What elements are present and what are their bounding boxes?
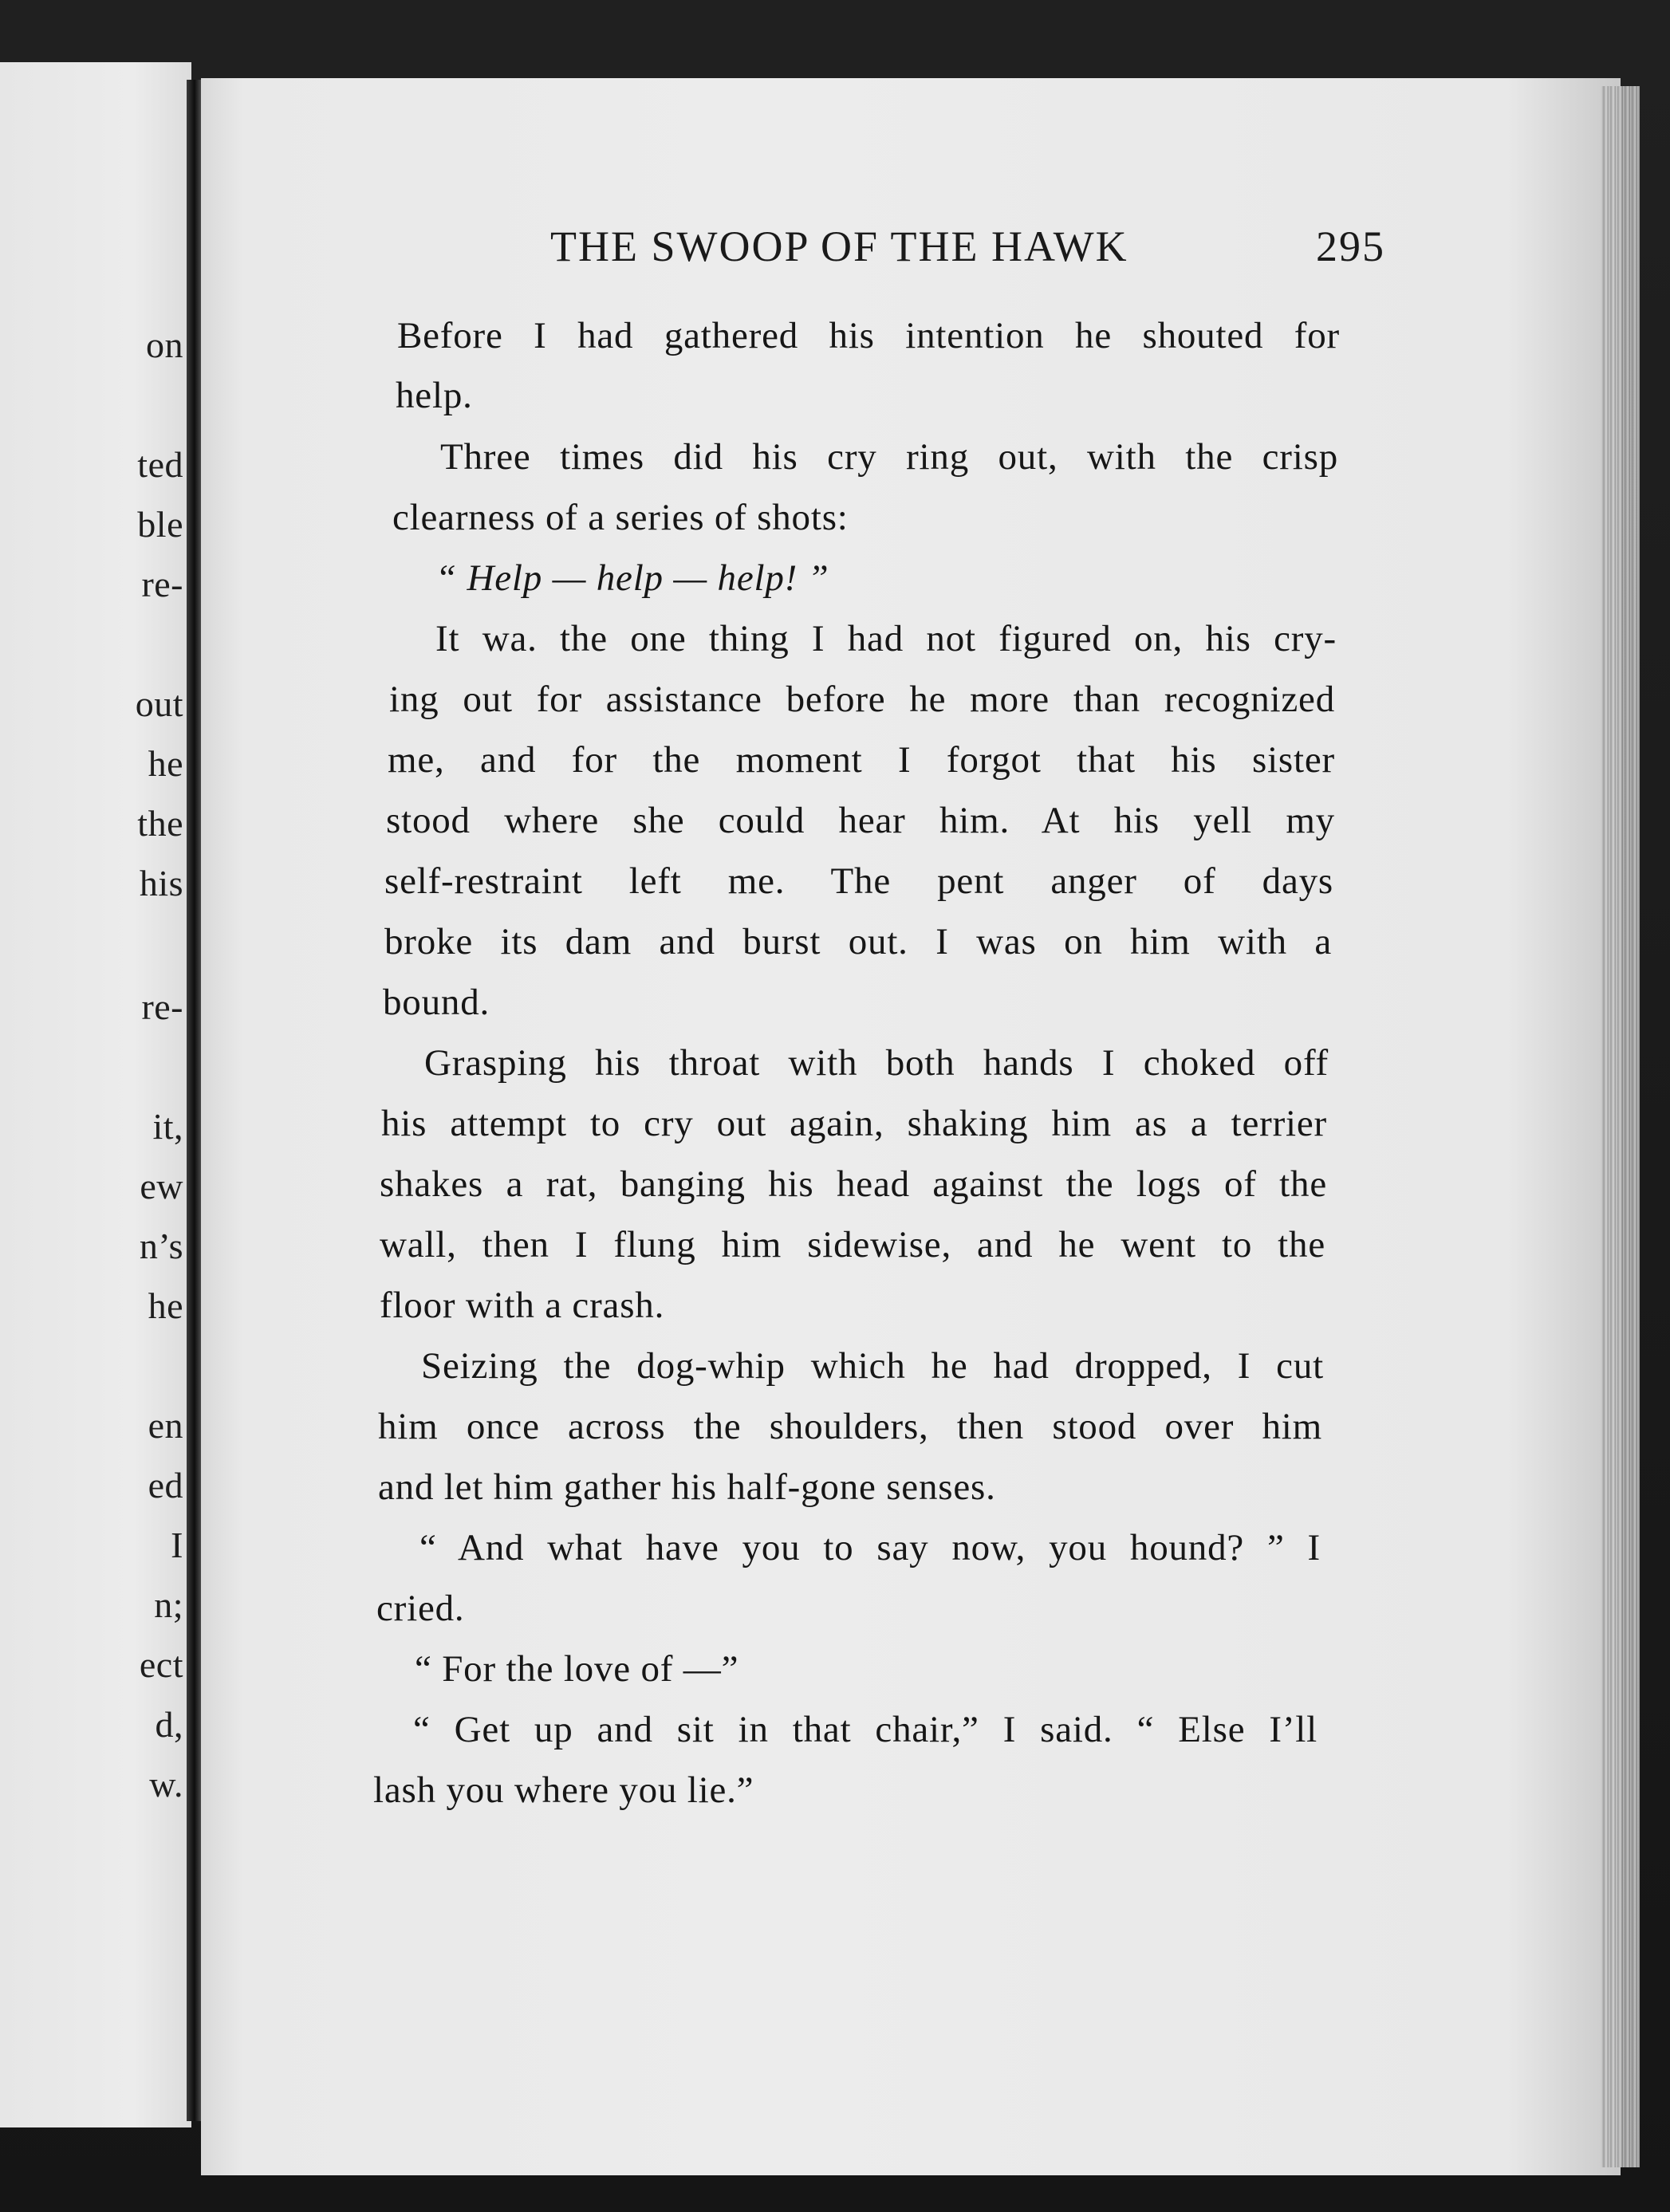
left-page-fragment: n; (154, 1584, 183, 1625)
text-line: “ Get up and sit in that chair,” I said. “ Else I’ll (413, 1709, 1317, 1750)
left-page-fragment: w. (149, 1764, 183, 1805)
left-facing-page (0, 62, 191, 2127)
text-line: Grasping his throat with both hands I choked off (424, 1042, 1329, 1084)
left-page-fragment: ed (148, 1465, 183, 1505)
text-line: It wa. the one thing I had not figured on, his cry- (435, 618, 1337, 659)
text-line: Before I had gathered his intention he shouted for (397, 315, 1340, 356)
text-line: floor with a crash. (380, 1285, 665, 1326)
text-line: me, and for the moment I forgot that his sister (388, 739, 1335, 781)
text-line: bound. (383, 982, 490, 1023)
text-line: “ And what have you to say now, you hound? ” I (419, 1527, 1321, 1568)
text-line: his attempt to cry out again, shaking him as a terrier (381, 1103, 1327, 1144)
text-line: stood where she could hear him. At his yell my (386, 800, 1335, 841)
book-gutter (187, 80, 201, 2121)
text-line: him once across the shoulders, then stood over him (378, 1406, 1322, 1447)
text-line: cried. (376, 1588, 465, 1629)
text-line: wall, then I flung him sidewise, and he went to the (380, 1224, 1325, 1265)
left-page-fragment: out (135, 683, 183, 724)
text-line: lash you where you lie.” (373, 1769, 754, 1811)
left-page-fragment: ble (137, 504, 183, 545)
left-page-fragment: I (171, 1525, 183, 1565)
running-head (550, 222, 1385, 277)
text-line: Three times did his cry ring out, with the crisp (440, 436, 1338, 478)
left-page-fragment: en (148, 1405, 183, 1446)
left-page-fragment: re- (141, 986, 183, 1027)
left-page-fragment: ew (140, 1166, 183, 1206)
left-page-fragment: he (148, 1285, 183, 1326)
left-page-fragment: on (146, 325, 183, 365)
text-line: Seizing the dog-whip which he had dropped, I cut (421, 1345, 1324, 1387)
text-line: self-restraint left me. The pent anger of days (384, 860, 1333, 902)
text-line: ing out for assistance before he more than recognized (389, 679, 1335, 720)
text-line: “ Help — help — help! ” (435, 557, 829, 599)
text-line: broke its dam and burst out. I was on him with a (384, 921, 1332, 962)
left-page-fragment: the (137, 803, 183, 844)
left-page-fragment: his (139, 863, 183, 903)
left-page-fragment: n’s (139, 1226, 183, 1266)
left-page-fragment: it, (152, 1106, 183, 1147)
text-line: “ For the love of —” (415, 1648, 739, 1690)
left-page-fragment: re- (141, 564, 183, 604)
left-page-fragment: ect (139, 1644, 183, 1685)
text-line: and let him gather his half-gone senses. (378, 1466, 996, 1508)
text-line: shakes a rat, banging his head against the logs of the (380, 1163, 1327, 1205)
left-page-fragment: ted (137, 444, 183, 485)
left-page-fragment: d, (155, 1704, 183, 1745)
left-page-fragment: he (148, 743, 183, 784)
page-number: 295 (1316, 222, 1385, 270)
page-edge (1601, 86, 1640, 2167)
running-title: THE SWOOP OF THE HAWK (550, 222, 1128, 270)
text-line: clearness of a series of shots: (392, 497, 849, 538)
text-line: help. (396, 375, 473, 416)
